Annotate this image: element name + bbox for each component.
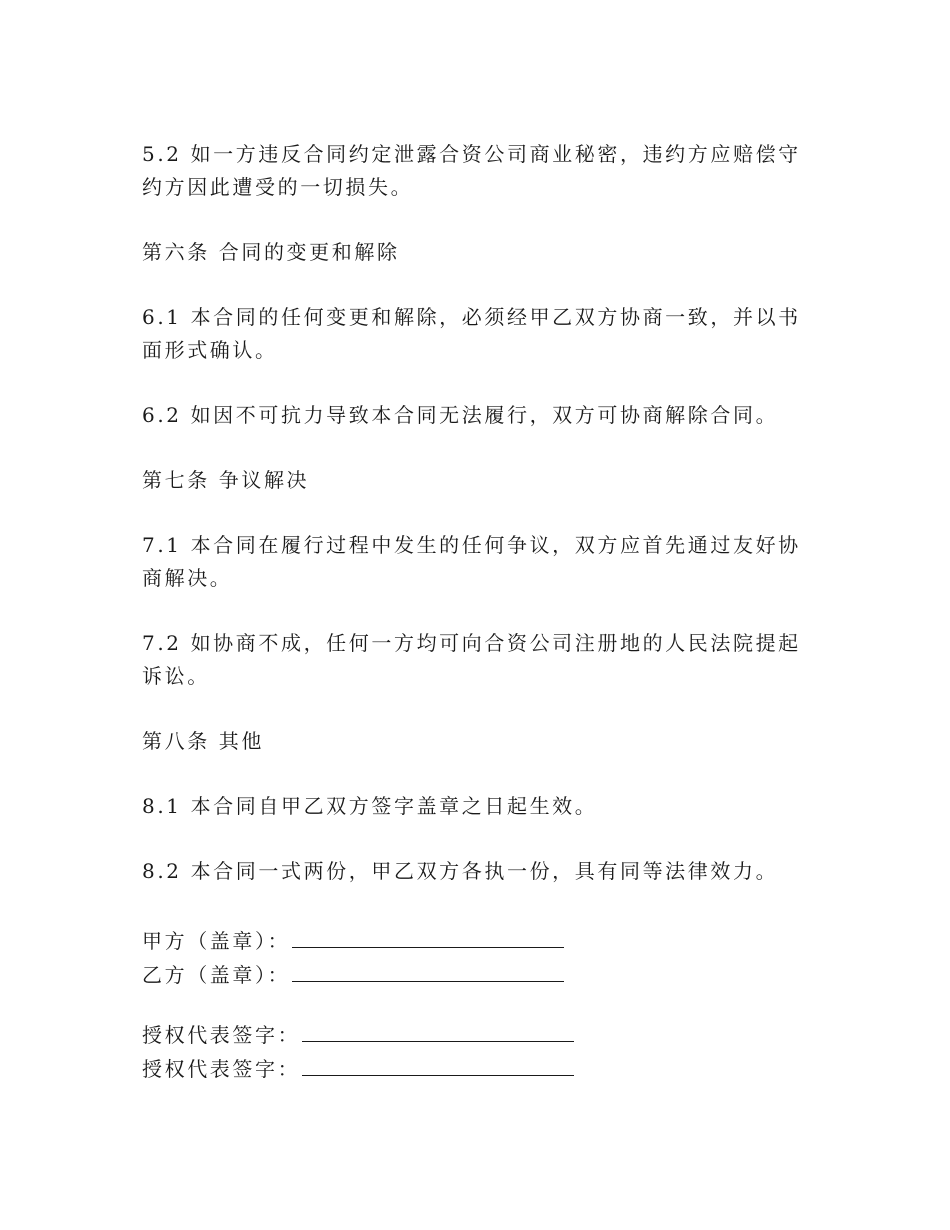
clause-6-1: 6.1 本合同的任何变更和解除，必须经甲乙双方协商一致，并以书面形式确认。 xyxy=(142,305,801,362)
seal-block xyxy=(142,920,802,988)
rep-sign-label-1: 授权代表签字： xyxy=(142,1023,301,1047)
clause-8-2: 8.2 本合同一式两份，甲乙双方各执一份，具有同等法律效力。 xyxy=(142,859,779,883)
rep-sign-label-2: 授权代表签字： xyxy=(142,1057,301,1081)
article-8-heading: 第八条 其他 xyxy=(142,729,264,753)
clause-6-2: 6.2 如因不可抗力导致本合同无法履行，双方可协商解除合同。 xyxy=(142,403,779,427)
contract-body xyxy=(142,138,802,1108)
party-a-seal-line xyxy=(142,920,802,954)
clause-7-1: 7.1 本合同在履行过程中发生的任何争议，双方应首先通过友好协商解决。 xyxy=(142,533,801,590)
rep-sign-blank-2 xyxy=(302,1074,574,1076)
party-b-seal-line xyxy=(142,954,802,988)
party-b-seal-label: 乙方（盖章）： xyxy=(142,963,291,987)
rep-sign-line-2 xyxy=(142,1048,802,1082)
rep-sign-blank-1 xyxy=(302,1040,574,1042)
party-a-seal-label: 甲方（盖章）： xyxy=(142,929,291,953)
clause-7-2: 7.2 如协商不成，任何一方均可向合资公司注册地的人民法院提起诉讼。 xyxy=(142,631,801,688)
signature-block xyxy=(142,1014,802,1082)
party-a-seal-blank xyxy=(292,946,564,948)
clause-5-2: 5.2 如一方违反合同约定泄露合资公司商业秘密，违约方应赔偿守约方因此遭受的一切损失。 xyxy=(142,142,801,199)
article-6-heading: 第六条 合同的变更和解除 xyxy=(142,240,400,264)
clause-8-1: 8.1 本合同自甲乙双方签字盖章之日起生效。 xyxy=(142,794,598,818)
rep-sign-line-1 xyxy=(142,1014,802,1048)
party-b-seal-blank xyxy=(292,980,564,982)
article-7-heading: 第七条 争议解决 xyxy=(142,468,310,492)
